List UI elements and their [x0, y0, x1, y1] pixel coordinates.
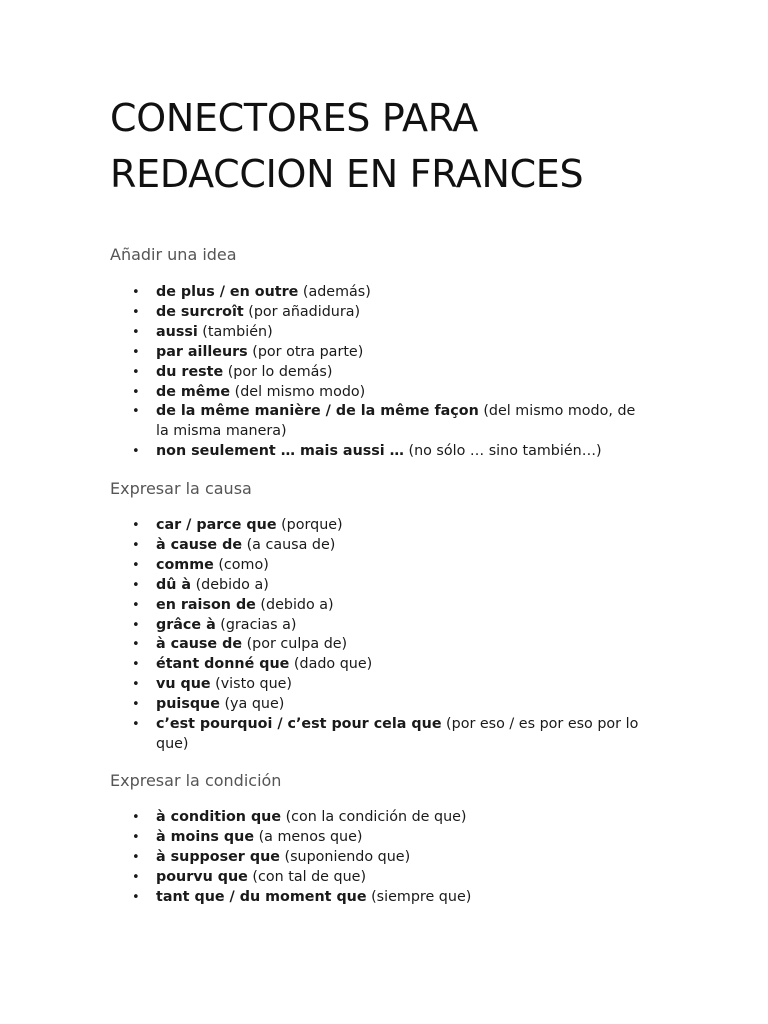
connector-translation: (suponiendo que)	[279, 848, 411, 865]
list-item	[110, 363, 650, 383]
list-item	[110, 442, 650, 462]
list-item	[110, 283, 650, 303]
connector-term: c’est pourquoi / c’est pour cela que	[156, 716, 442, 733]
title-line: CONECTORES PARA	[110, 96, 478, 140]
connector-term: puisque	[156, 696, 220, 713]
connector-term: non seulement … mais aussi …	[156, 443, 404, 460]
list-causa	[110, 516, 650, 755]
connector-term: par ailleurs	[156, 343, 248, 360]
list-item	[110, 402, 650, 442]
connector-translation: (además)	[298, 284, 371, 300]
list-item	[110, 828, 650, 848]
connector-term: étant donné que	[156, 656, 290, 673]
connector-term: de surcroît	[156, 303, 244, 320]
section-heading-condicion: Expresar la condición	[110, 771, 282, 790]
list-item	[110, 596, 650, 616]
connector-translation: (no sólo … sino también…)	[403, 443, 602, 460]
connector-term: en raison de	[156, 596, 256, 613]
list-item	[110, 536, 650, 556]
list-item	[110, 695, 650, 715]
connector-term: grâce à	[156, 616, 216, 633]
connector-term: à cause de	[156, 636, 243, 653]
connector-translation: (por añadidura)	[243, 303, 361, 320]
list-anadir	[110, 283, 650, 462]
connector-term: de la même manière / de la même façon	[156, 403, 479, 420]
connector-term: de même	[156, 383, 231, 400]
connector-term: vu que	[156, 676, 211, 693]
list-item	[110, 888, 650, 908]
list-item	[110, 383, 650, 403]
list-item	[110, 516, 650, 536]
connector-translation: (a causa de)	[242, 536, 336, 553]
connector-term: aussi	[156, 323, 198, 340]
title-line: REDACCION EN FRANCES	[110, 152, 584, 196]
connector-translation: (visto que)	[210, 676, 293, 693]
list-item	[110, 808, 650, 828]
connector-term: dû à	[156, 576, 192, 593]
section-heading-causa: Expresar la causa	[110, 479, 252, 498]
connector-term: tant que / du moment que	[156, 888, 367, 905]
connector-translation: (ya que)	[219, 696, 285, 713]
list-item	[110, 303, 650, 323]
connector-translation: (del mismo modo, de la misma manera)	[156, 403, 636, 440]
list-item	[110, 616, 650, 636]
list-condicion	[110, 808, 650, 908]
connector-term: du reste	[156, 363, 224, 380]
connector-translation: (del mismo modo)	[230, 383, 366, 400]
list-item	[110, 635, 650, 655]
list-item	[110, 715, 650, 755]
list-item	[110, 675, 650, 695]
connector-translation: (gracias a)	[215, 616, 297, 633]
connector-translation: (siempre que)	[366, 888, 472, 905]
connector-translation: (como)	[213, 556, 269, 573]
connector-translation: (con la condición de que)	[281, 809, 467, 825]
list-item	[110, 868, 650, 888]
connector-translation: (debido a)	[255, 596, 334, 613]
connector-term: à condition que	[156, 809, 282, 825]
connector-term: pourvu que	[156, 868, 248, 885]
connector-translation: (dado que)	[289, 656, 373, 673]
connector-translation: (por culpa de)	[242, 636, 348, 653]
connector-translation: (con tal de que)	[247, 868, 367, 885]
connector-translation: (a menos que)	[254, 828, 363, 845]
connector-translation: (debido a)	[191, 576, 269, 593]
connector-translation: (también)	[197, 323, 273, 340]
connector-term: comme	[156, 556, 214, 573]
page-title	[110, 90, 583, 202]
connector-term: de plus / en outre	[156, 284, 299, 300]
connector-term: à cause de	[156, 536, 243, 553]
connector-translation: (por otra parte)	[247, 343, 364, 360]
connector-term: à moins que	[156, 828, 255, 845]
list-item	[110, 323, 650, 343]
list-item	[110, 343, 650, 363]
connector-translation: (por eso / es por eso por lo que)	[156, 716, 639, 752]
list-item	[110, 848, 650, 868]
connector-term: à supposer que	[156, 848, 280, 865]
connector-term: car / parce que	[156, 517, 277, 533]
list-item	[110, 655, 650, 675]
section-heading-anadir: Añadir una idea	[110, 245, 237, 264]
connector-translation: (por lo demás)	[223, 363, 333, 380]
list-item	[110, 576, 650, 596]
connector-translation: (porque)	[276, 517, 343, 533]
list-item	[110, 556, 650, 576]
